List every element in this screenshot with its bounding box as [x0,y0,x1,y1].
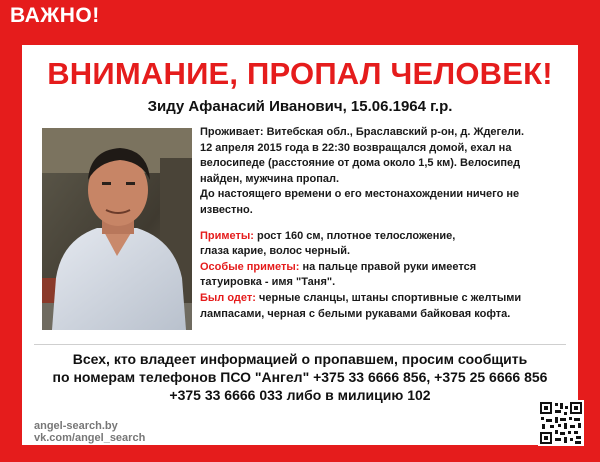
banner-label: ВАЖНО! [10,4,100,27]
top-banner [0,0,600,32]
special-signs-text: на пальце правой руки имеется [299,260,477,273]
description-line: Проживает: Витебская обл., Браславский р-он, д. Ждегели. [200,126,525,138]
person-photo [42,128,192,330]
clothing-label: Был одет: [200,291,256,304]
qr-code-image [538,400,584,446]
description-line: велосипеде (расстояние от дома около 1,5 км). Велосипед [200,157,521,170]
person-photo-image [42,128,192,330]
clothing-text: черные сланцы, штаны спортивные с желтыми [255,291,522,304]
site-links [34,420,145,444]
signs-line [200,229,570,245]
appeal-line: по номерам телефонов ПСО "Ангел" +375 33 6666 856, +375 25 6666 856 [52,369,548,385]
appeal-line: Всех, кто владеет информацией о пропавшем, просим сообщить [72,351,528,367]
poster-headline: ВНИМАНИЕ, ПРОПАЛ ЧЕЛОВЕК! [47,56,553,91]
details-block [200,125,570,322]
description-line: 12 апреля 2015 года в 22:30 возвращался домой, ехал на [200,141,512,154]
clothing-line-2: лампасами, черная с белыми рукавами байковая кофта. [200,307,511,320]
signs-line-2: глаза карие, волос черный. [200,245,351,258]
person-name: Зиду Афанасий Иванович, 15.06.1964 г.р. [147,98,453,115]
signs-label: Приметы: [200,229,254,242]
qr-code-icon [538,400,584,446]
description-line: известно. [200,203,253,216]
clothing-line [200,291,570,307]
appeal-text [22,350,578,404]
site-link[interactable]: angel-search.by [34,420,118,432]
appeal-line: +375 33 6666 033 либо в милицию 102 [169,387,431,403]
special-signs-line-2: татуировка - имя "Таня". [200,276,336,289]
divider [34,344,566,345]
special-signs-label: Особые приметы: [200,260,300,273]
vk-link[interactable]: vk.com/angel_search [34,432,146,444]
description-line: До настоящего времени о его местонахождении ничего не [200,188,520,201]
special-signs-line [200,260,570,276]
description-line: найден, мужчина пропал. [200,172,340,185]
signs-text: рост 160 см, плотное телосложение, [253,229,456,242]
